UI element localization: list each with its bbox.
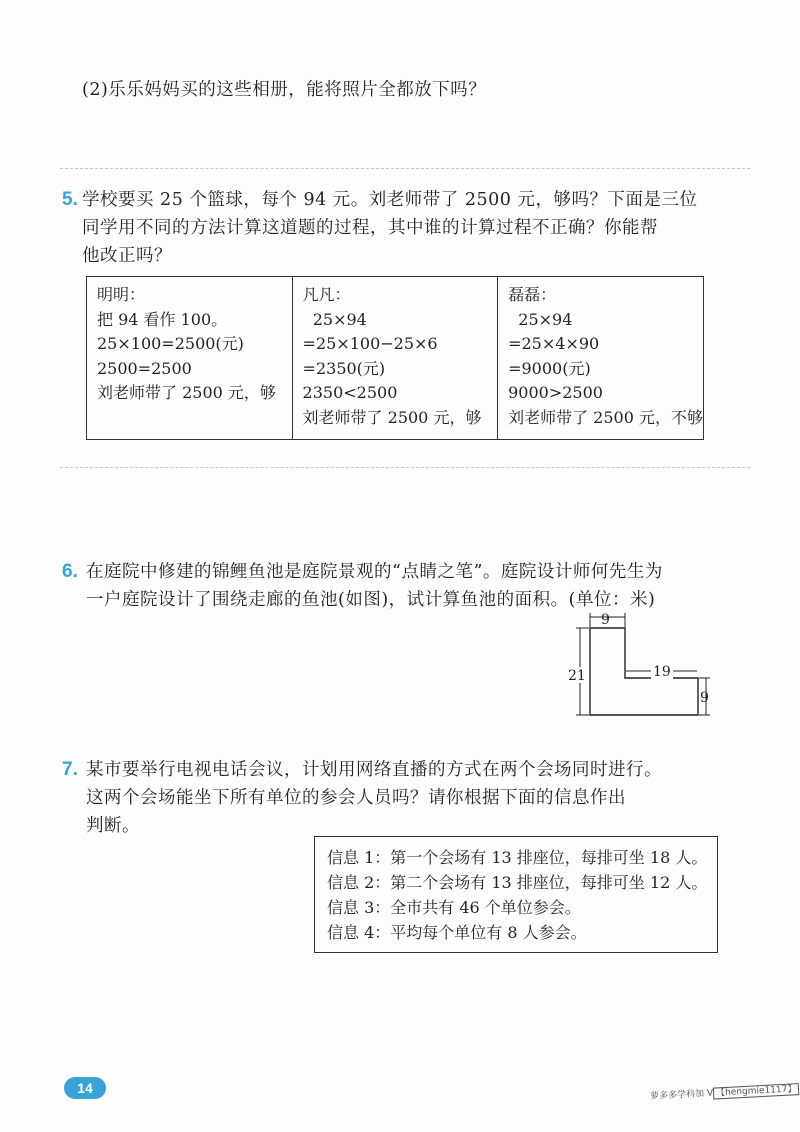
q5-line3: 他改正吗？ (82, 246, 172, 266)
solution-step: 25×94 (302, 309, 367, 329)
watermark-text: 萝多多学科加 V (649, 1088, 714, 1102)
divider (60, 467, 750, 468)
q5-line2: 同学用不同的方法计算这道题的过程，其中谁的计算过程不正确？你能帮 (82, 218, 658, 238)
solution-step: 2500=2500 (97, 358, 192, 378)
solution-step: =25×4×90 (508, 334, 600, 353)
solution-fanfan (292, 277, 498, 439)
q6-number: 6. (62, 561, 78, 582)
dim-top-width: 9 (601, 612, 610, 628)
solution-mingming (87, 277, 292, 439)
solution-name: 明明： (97, 285, 146, 304)
solution-step: 刘老师带了 2500 元，够 (97, 383, 276, 402)
info-item: 信息 3：全市共有 46 个单位参会。 (327, 898, 581, 917)
fish-pond-diagram (560, 605, 720, 725)
q6-line1: 在庭院中修建的锦鲤鱼池是庭院景观的“点睛之笔”。庭院设计师何先生为 (86, 562, 663, 582)
q4-part2-text: (2)乐乐妈妈买的这些相册，能将照片全都放下吗？ (82, 80, 487, 100)
q5-line1: 学校要买 25 个篮球，每个 94 元。刘老师带了 2500 元，够吗？下面是三位 (82, 190, 698, 210)
divider (60, 168, 750, 169)
dim-height: 21 (568, 668, 586, 684)
solution-name: 凡凡： (302, 285, 351, 304)
solutions-table (86, 276, 704, 440)
q7-line3: 判断。 (86, 816, 140, 836)
solution-step: 9000>2500 (508, 383, 603, 402)
watermark-tag: 【hengmie1117】 (713, 1083, 800, 1100)
solution-step: 2350<2500 (302, 383, 398, 402)
q7-number: 7. (62, 759, 78, 780)
solution-step: =2350(元) (302, 358, 386, 378)
info-box (314, 836, 718, 953)
solution-name: 磊磊： (508, 285, 557, 304)
info-item: 信息 4：平均每个单位有 8 人参会。 (327, 923, 587, 942)
info-item: 信息 1：第一个会场有 13 排座位，每排可坐 18 人。 (327, 848, 708, 867)
solution-step: =25×100−25×6 (302, 334, 438, 353)
solution-step: 刘老师带了 2500 元，够 (302, 407, 482, 427)
solution-step: =9000(元) (508, 358, 591, 378)
solution-step: 刘老师带了 2500 元，不够 (508, 407, 703, 427)
q7-line2: 这两个会场能坐下所有单位的参会人员吗？请你根据下面的信息作出 (86, 788, 626, 808)
q7-line1: 某市要举行电视电话会议，计划用网络直播的方式在两个会场同时进行。 (86, 760, 662, 780)
watermark (650, 1081, 800, 1102)
page-number: 14 (64, 1077, 106, 1099)
solution-step: 25×94 (508, 309, 573, 329)
info-item: 信息 2：第二个会场有 13 排座位，每排可坐 12 人。 (327, 873, 708, 892)
dim-right-width: 19 (653, 664, 671, 680)
solution-step: 把 94 看作 100。 (97, 309, 228, 329)
solution-leilei (497, 277, 703, 439)
q6-line2: 一户庭院设计了围绕走廊的鱼池(如图)，试计算鱼池的面积。(单位：米) (86, 590, 656, 610)
solution-step: 25×100=2500(元) (97, 334, 244, 353)
q5-number: 5. (62, 189, 78, 210)
dim-right-height: 9 (700, 690, 709, 706)
